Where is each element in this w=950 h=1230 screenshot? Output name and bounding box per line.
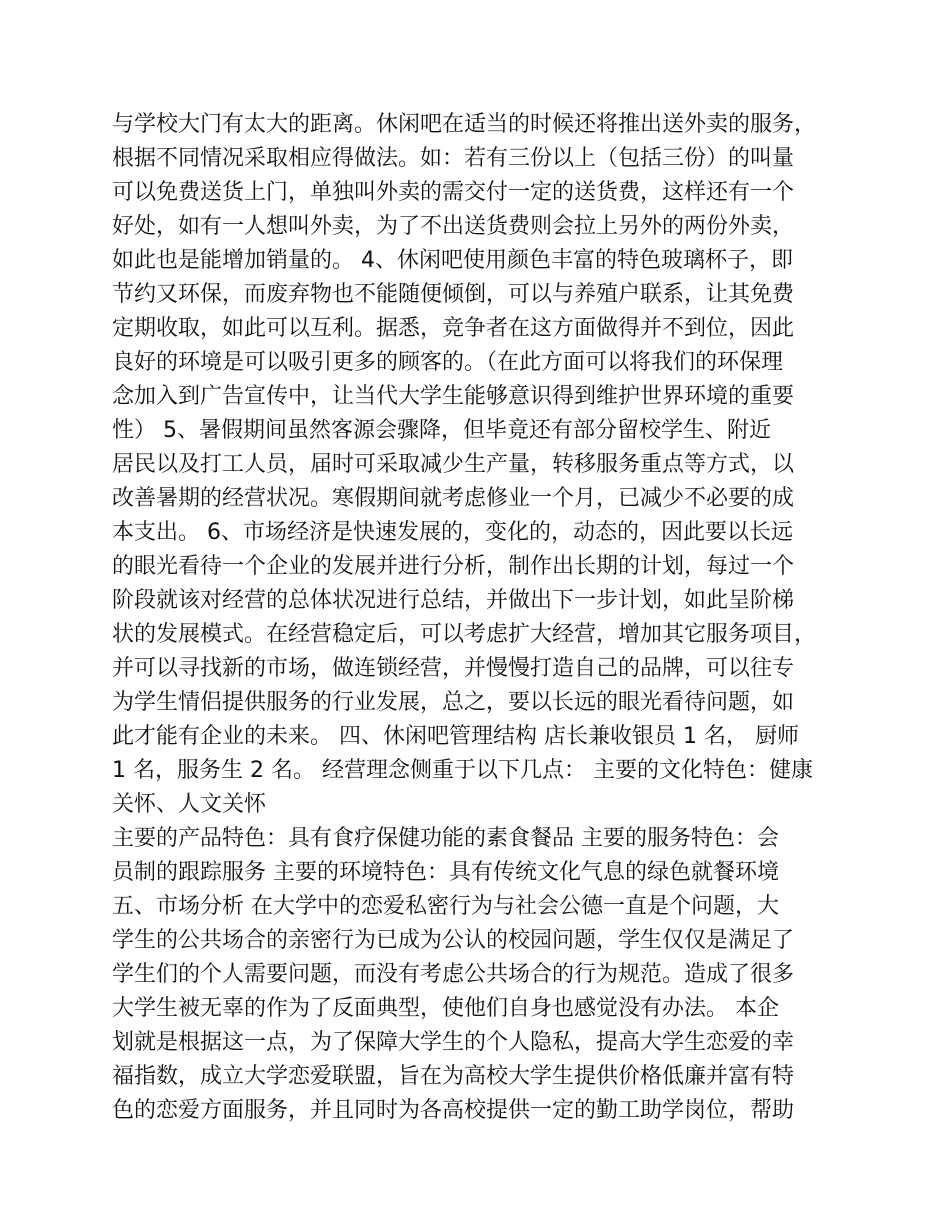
text-line: 阶段就该对经营的总体状况进行总结，并做出下一步计划，如此呈阶梯 [112, 588, 795, 613]
text-line: 色的恋爱方面服务，并且同时为各高校提供一定的勤工助学岗位，帮助 [112, 1098, 795, 1123]
text-line: 好处，如有一人想叫外卖，为了不出送货费则会拉上另外的两份外卖， [112, 214, 795, 239]
text-line: 的眼光看待一个企业的发展并进行分析，制作出长期的计划，每过一个 [112, 554, 795, 579]
text-line: 并可以寻找新的市场，做连锁经营，并慢慢打造自己的品牌，可以往专 [112, 656, 795, 681]
text-line: 主要的产品特色：具有食疗保健功能的素食餐品 主要的服务特色：会 [112, 826, 779, 851]
text-line: 本支出。 6、市场经济是快速发展的，变化的，动态的，因此要以长远 [112, 520, 793, 545]
text-line: 福指数，成立大学恋爱联盟，旨在为高校大学生提供价格低廉并富有特 [112, 1064, 795, 1089]
text-line: 学生的公共场合的亲密行为已成为公认的校园问题，学生仅仅是满足了 [112, 928, 795, 953]
text-line: 如此也是能增加销量的。 4、休闲吧使用颜色丰富的特色玻璃杯子，即 [112, 248, 793, 273]
text-line: 员制的跟踪服务 主要的环境特色：具有传统文化气息的绿色就餐环境 [112, 860, 779, 885]
text-line: 根据不同情况采取相应得做法。如：若有三份以上（包括三份）的叫量 [112, 146, 795, 171]
body-text [112, 108, 852, 1128]
text-line: 良好的环境是可以吸引更多的顾客的。（在此方面可以将我们的环保理 [112, 350, 784, 375]
text-line: 1 名，服务生 2 名。 经营理念侧重于以下几点： 主要的文化特色：健康 [112, 758, 813, 783]
text-line: 居民以及打工人员，届时可采取减少生产量，转移服务重点等方式，以 [112, 452, 795, 477]
text-line: 性） 5、暑假期间虽然客源会骤降，但毕竟还有部分留校学生、附近 [112, 418, 771, 443]
text-line: 划就是根据这一点，为了保障大学生的个人隐私，提高大学生恋爱的幸 [112, 1030, 795, 1055]
text-line: 状的发展模式。在经营稳定后，可以考虑扩大经营，增加其它服务项目， [112, 622, 817, 647]
text-line: 定期收取，如此可以互利。据悉，竞争者在这方面做得并不到位，因此 [112, 316, 795, 341]
text-line: 改善暑期的经营状况。寒假期间就考虑修业一个月，已减少不必要的成 [112, 486, 795, 511]
text-line: 此才能有企业的未来。 四、休闲吧管理结构 店长兼收银员 1 名， 厨师 [112, 724, 799, 749]
text-line: 关怀、人文关怀 [112, 792, 267, 817]
text-line: 念加入到广告宣传中，让当代大学生能够意识得到维护世界环境的重要 [112, 384, 795, 409]
text-line: 为学生情侣提供服务的行业发展，总之，要以长远的眼光看待问题，如 [112, 690, 795, 715]
text-line: 可以免费送货上门，单独叫外卖的需交付一定的送货费，这样还有一个 [112, 180, 795, 205]
text-line: 与学校大门有太大的距离。休闲吧在适当的时候还将推出送外卖的服务， [112, 112, 817, 137]
text-line: 学生们的个人需要问题，而没有考虑公共场合的行为规范。造成了很多 [112, 962, 795, 987]
text-line: 大学生被无辜的作为了反面典型，使他们自身也感觉没有办法。 本企 [112, 996, 779, 1021]
text-line: 五、市场分析 在大学中的恋爱私密行为与社会公德一直是个问题，大 [112, 894, 779, 919]
text-line: 节约又环保，而废弃物也不能随便倾倒，可以与养殖户联系，让其免费 [112, 282, 795, 307]
